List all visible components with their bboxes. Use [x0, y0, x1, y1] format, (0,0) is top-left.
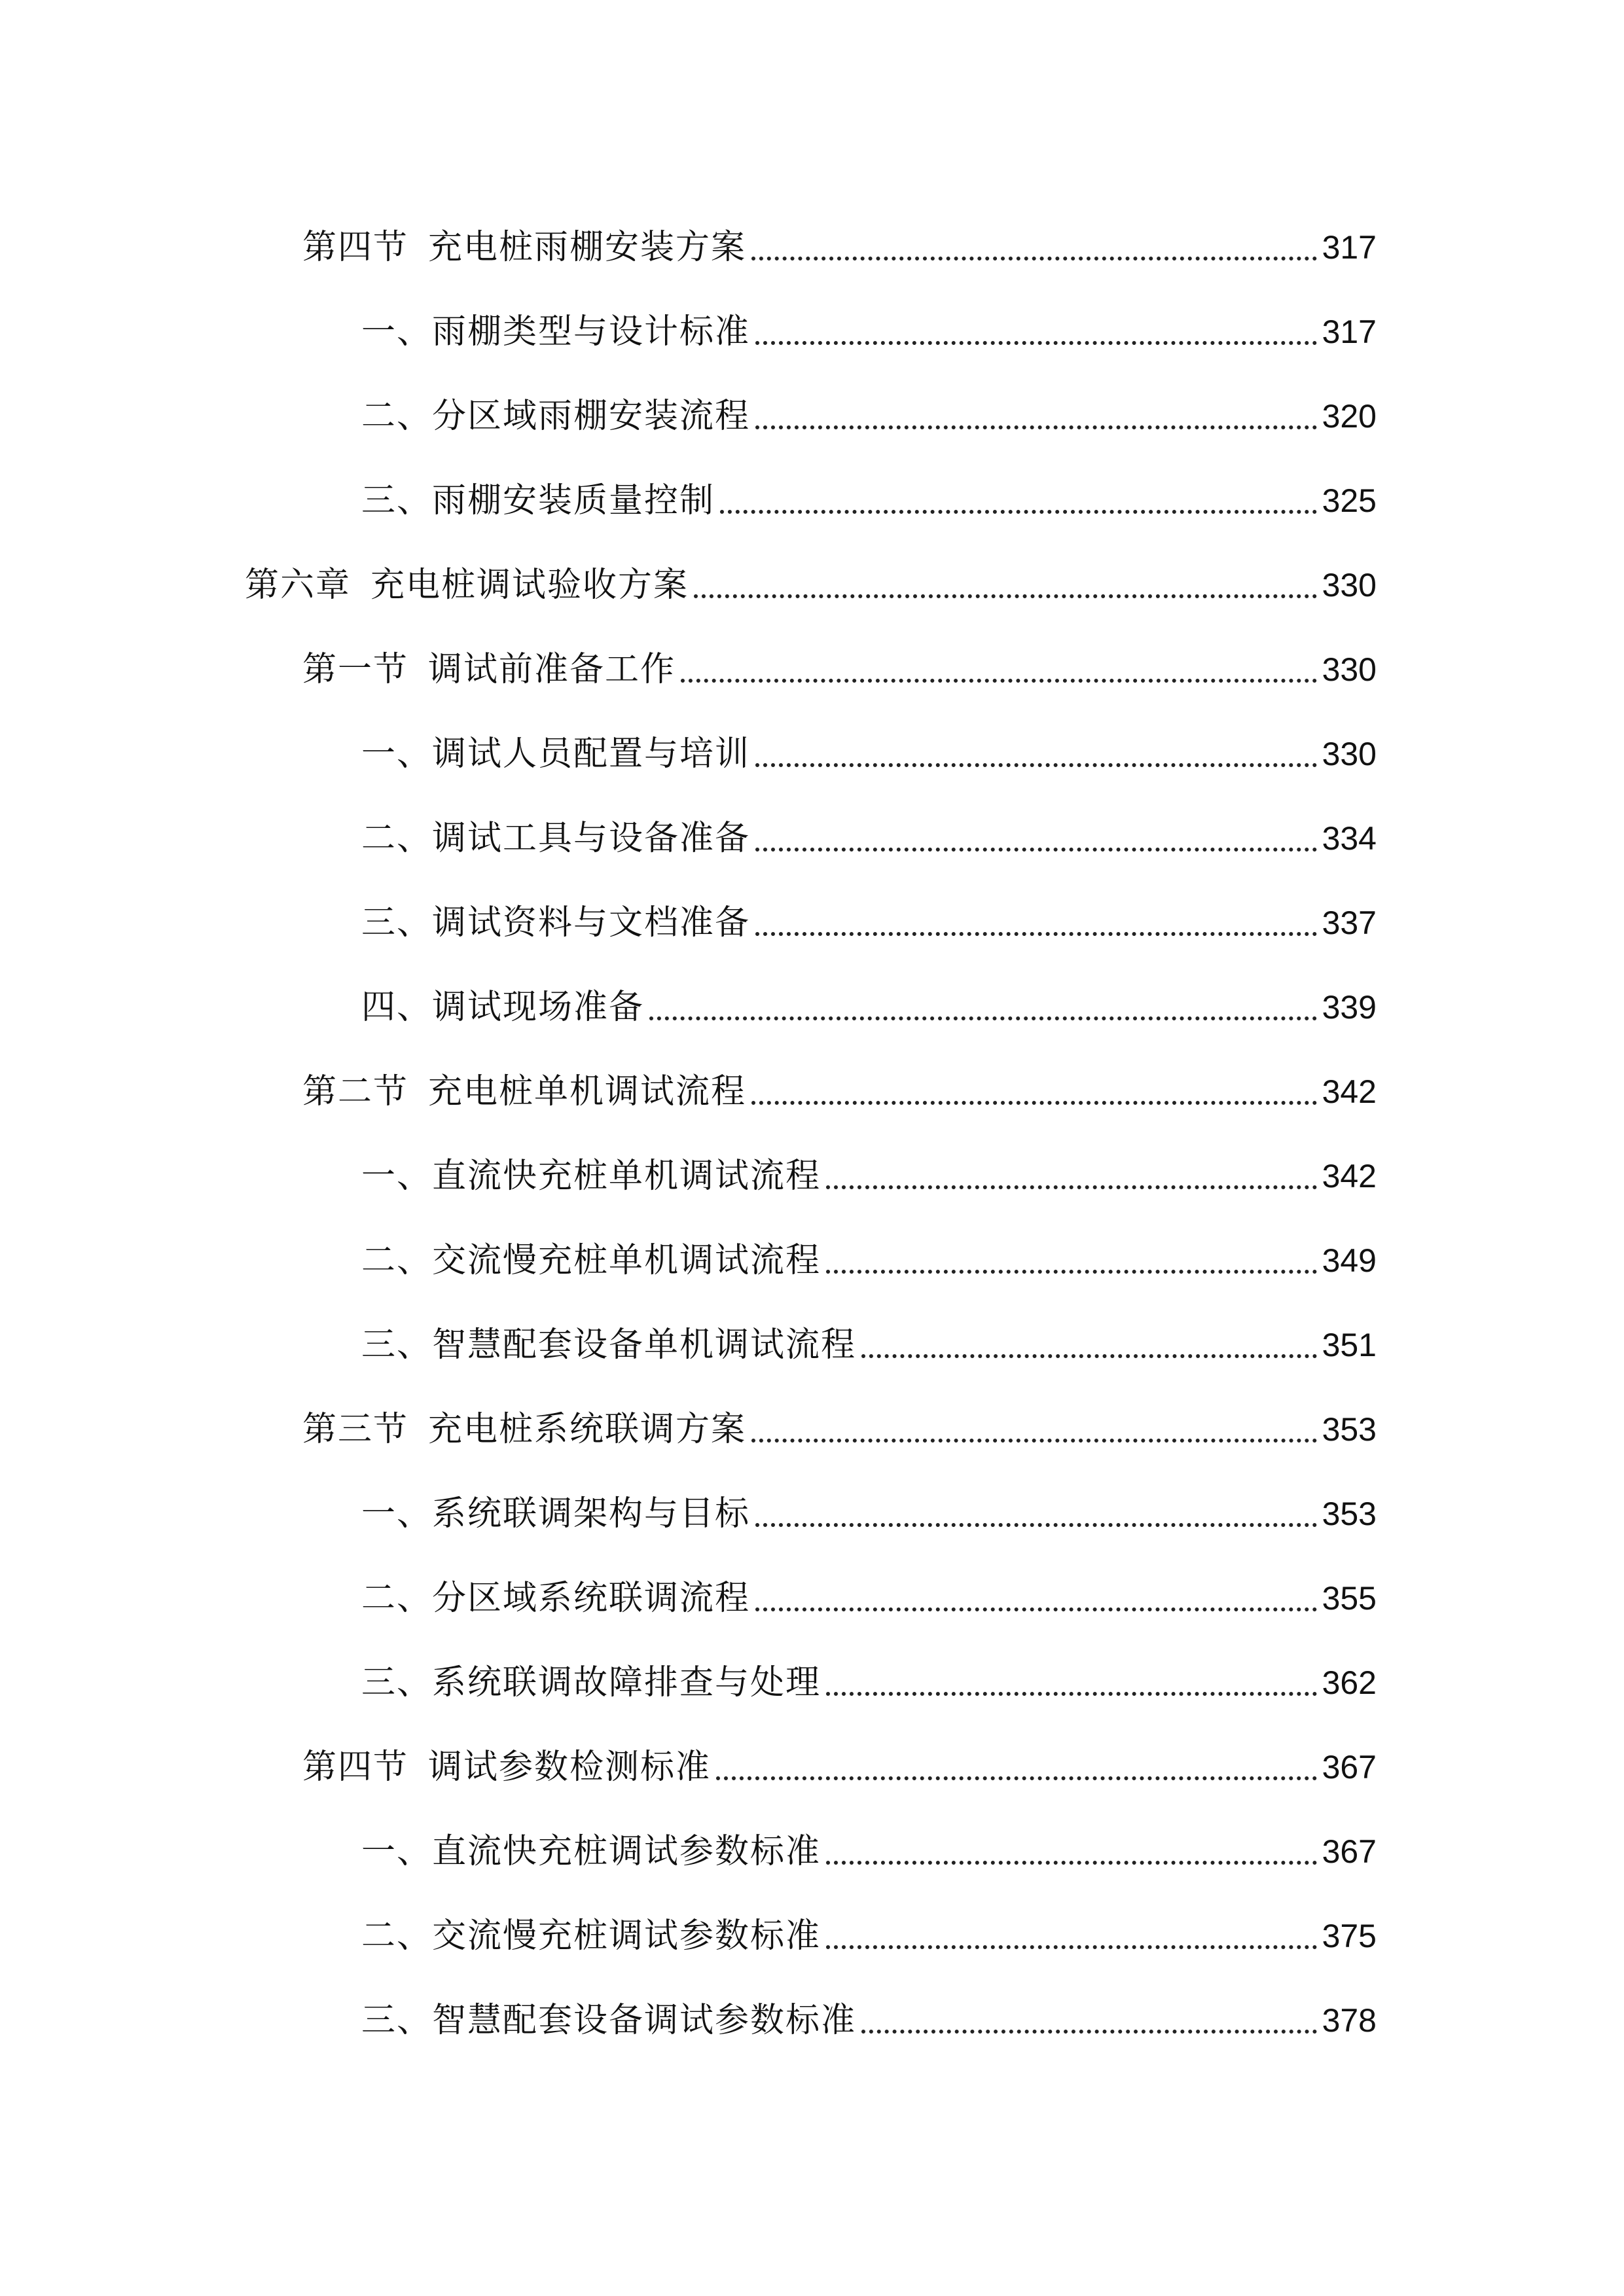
toc-entry-label: [361, 1662, 821, 1704]
toc-entry-title: 分区域系统联调流程: [432, 1579, 751, 1618]
toc-leader: [826, 1185, 1317, 1189]
toc-entry[interactable]: [361, 1476, 1377, 1535]
toc-entry-title: 雨棚安装质量控制: [432, 481, 715, 520]
toc-entry-number: 第一节: [302, 650, 409, 689]
toc-entry[interactable]: [361, 716, 1377, 775]
toc-entry-label: [302, 649, 676, 691]
toc-entry-title: 智慧配套设备调试参数标准: [432, 2001, 857, 2040]
toc-entry-label: [361, 480, 715, 522]
toc-page-number: 339: [1322, 989, 1377, 1026]
toc-entry[interactable]: [245, 547, 1377, 606]
toc-entry[interactable]: [361, 885, 1377, 944]
toc-leader: [826, 1945, 1317, 1949]
toc-entry-title: 充电桩雨棚安装方案: [428, 228, 747, 267]
toc-page-number: 325: [1322, 482, 1377, 519]
toc-leader: [755, 1607, 1317, 1611]
toc-entry-number: 三、: [361, 481, 433, 520]
toc-leader: [751, 257, 1317, 260]
toc-entry-number: 一、: [361, 734, 433, 774]
toc-entry-label: [302, 1746, 711, 1788]
toc-page-number: 337: [1322, 905, 1377, 941]
toc-entry-label: [361, 1577, 750, 1619]
toc-entry-number: 第二节: [302, 1072, 409, 1111]
toc-leader: [826, 1270, 1317, 1274]
toc-entry[interactable]: [302, 1054, 1377, 1113]
toc-entry-title: 充电桩单机调试流程: [428, 1072, 747, 1111]
toc-leader: [649, 1016, 1317, 1020]
toc-page-number: 362: [1322, 1664, 1377, 1701]
toc-page-number: 334: [1322, 820, 1377, 857]
toc-entry[interactable]: [302, 1729, 1377, 1788]
toc-leader: [861, 1354, 1317, 1358]
toc-page-number: 342: [1322, 1073, 1377, 1110]
toc-entry-title: 直流快充桩单机调试流程: [432, 1157, 821, 1196]
toc-entry-title: 充电桩系统联调方案: [428, 1410, 747, 1449]
toc-entry[interactable]: [361, 463, 1377, 522]
toc-page-number: 355: [1322, 1580, 1377, 1617]
toc-page-number: 317: [1322, 314, 1377, 350]
toc-entry-label: [361, 311, 750, 353]
toc-leader: [694, 594, 1317, 598]
toc-entry-number: 二、: [361, 819, 433, 858]
toc-leader: [755, 763, 1317, 767]
toc-entry-label: [361, 1155, 821, 1197]
toc-page-number: 330: [1322, 736, 1377, 772]
toc-entry-number: 第四节: [302, 1748, 409, 1787]
toc-entry-title: 调试现场准备: [432, 988, 645, 1027]
toc-entry-title: 调试人员配置与培训: [432, 734, 751, 774]
toc-entry[interactable]: [361, 1645, 1377, 1704]
toc-leader: [751, 1439, 1317, 1443]
toc-entry-number: 一、: [361, 312, 433, 351]
toc-entry-number: 三、: [361, 1325, 433, 1365]
toc-page-number: 330: [1322, 567, 1377, 603]
toc-entry-title: 调试前准备工作: [428, 650, 676, 689]
toc-leader: [755, 932, 1317, 936]
toc-entry-title: 调试参数检测标准: [428, 1748, 712, 1787]
toc-entry-label: [302, 226, 746, 268]
toc-entry-title: 分区域雨棚安装流程: [432, 397, 751, 436]
toc-entry-label: [361, 1324, 856, 1366]
toc-page-number: 320: [1322, 398, 1377, 435]
toc-entry-title: 直流快充桩调试参数标准: [432, 1832, 821, 1871]
toc-entry[interactable]: [361, 800, 1377, 859]
toc-leader: [681, 679, 1317, 683]
toc-page-number: 375: [1322, 1918, 1377, 1954]
toc-entry[interactable]: [361, 1814, 1377, 1873]
toc-entry-label: [361, 902, 750, 944]
toc-entry-number: 一、: [361, 1157, 433, 1196]
toc-page-number: 317: [1322, 229, 1377, 266]
toc-leader: [755, 848, 1317, 852]
toc-entry[interactable]: [302, 632, 1377, 691]
toc-entry-number: 二、: [361, 1241, 433, 1280]
toc-entry-title: 调试工具与设备准备: [432, 819, 751, 858]
toc-entry-title: 交流慢充桩单机调试流程: [432, 1241, 821, 1280]
toc-entry[interactable]: [361, 1307, 1377, 1366]
toc-leader: [826, 1861, 1317, 1865]
toc-entry-number: 二、: [361, 1579, 433, 1618]
toc-entry[interactable]: [302, 1391, 1377, 1450]
toc-entry[interactable]: [361, 1560, 1377, 1619]
toc-entry-number: 四、: [361, 988, 433, 1027]
toc-leader: [826, 1692, 1317, 1696]
toc-leader: [755, 341, 1317, 345]
toc-page-number: 367: [1322, 1749, 1377, 1785]
toc-entry-title: 系统联调架构与目标: [432, 1494, 751, 1534]
toc-entry-label: [361, 986, 644, 1028]
toc-entry[interactable]: [361, 1982, 1377, 2041]
toc-entry-title: 调试资料与文档准备: [432, 903, 751, 942]
toc-entry-label: [245, 564, 689, 606]
toc-entry-number: 第四节: [302, 228, 409, 267]
toc-entry-title: 智慧配套设备单机调试流程: [432, 1325, 857, 1365]
toc-entry-number: 二、: [361, 397, 433, 436]
toc-entry-label: [361, 2000, 856, 2041]
toc-leader: [861, 2030, 1317, 2034]
toc-entry-label: [302, 1408, 746, 1450]
toc-entry-number: 三、: [361, 2001, 433, 2040]
toc-page-number: 342: [1322, 1158, 1377, 1194]
toc-page-number: 378: [1322, 2002, 1377, 2039]
toc-entry-label: [361, 1240, 821, 1282]
toc-leader: [720, 510, 1317, 514]
toc-entry-title: 交流慢充桩调试参数标准: [432, 1916, 821, 1956]
toc-entry-label: [361, 817, 750, 859]
toc-entry-label: [361, 1915, 821, 1957]
toc-page-number: 351: [1322, 1327, 1377, 1363]
toc-entry-label: [361, 395, 750, 437]
toc-entry[interactable]: [361, 969, 1377, 1028]
toc-entry-label: [361, 733, 750, 775]
toc-entry-label: [361, 1831, 821, 1873]
toc-leader: [755, 1523, 1317, 1527]
toc-entry[interactable]: [361, 1223, 1377, 1282]
toc-entry[interactable]: [361, 1898, 1377, 1957]
toc-page-number: 367: [1322, 1833, 1377, 1870]
toc-entry-number: 一、: [361, 1832, 433, 1871]
toc-entry-title: 雨棚类型与设计标准: [432, 312, 751, 351]
toc-entry-label: [361, 1493, 750, 1535]
toc-leader: [716, 1776, 1317, 1780]
toc-entry[interactable]: [361, 378, 1377, 437]
toc-leader: [755, 425, 1317, 429]
toc-page-number: 353: [1322, 1496, 1377, 1532]
toc-page-number: 330: [1322, 651, 1377, 688]
toc-entry-title: 系统联调故障排查与处理: [432, 1663, 821, 1702]
toc-entry-number: 二、: [361, 1916, 433, 1956]
toc-entry-title: 充电桩调试验收方案: [370, 565, 689, 605]
toc-entry-number: 一、: [361, 1494, 433, 1534]
toc-entry-number: 第六章: [245, 565, 352, 605]
toc-page-number: 353: [1322, 1411, 1377, 1448]
toc-entry[interactable]: [302, 209, 1377, 268]
toc-leader: [751, 1101, 1317, 1105]
toc-page-number: 349: [1322, 1242, 1377, 1279]
toc-entry-number: 三、: [361, 903, 433, 942]
toc-entry-label: [302, 1071, 746, 1113]
toc-entry[interactable]: [361, 294, 1377, 353]
toc-entry-number: 第三节: [302, 1410, 409, 1449]
toc-entry[interactable]: [361, 1138, 1377, 1197]
toc-entry-number: 三、: [361, 1663, 433, 1702]
